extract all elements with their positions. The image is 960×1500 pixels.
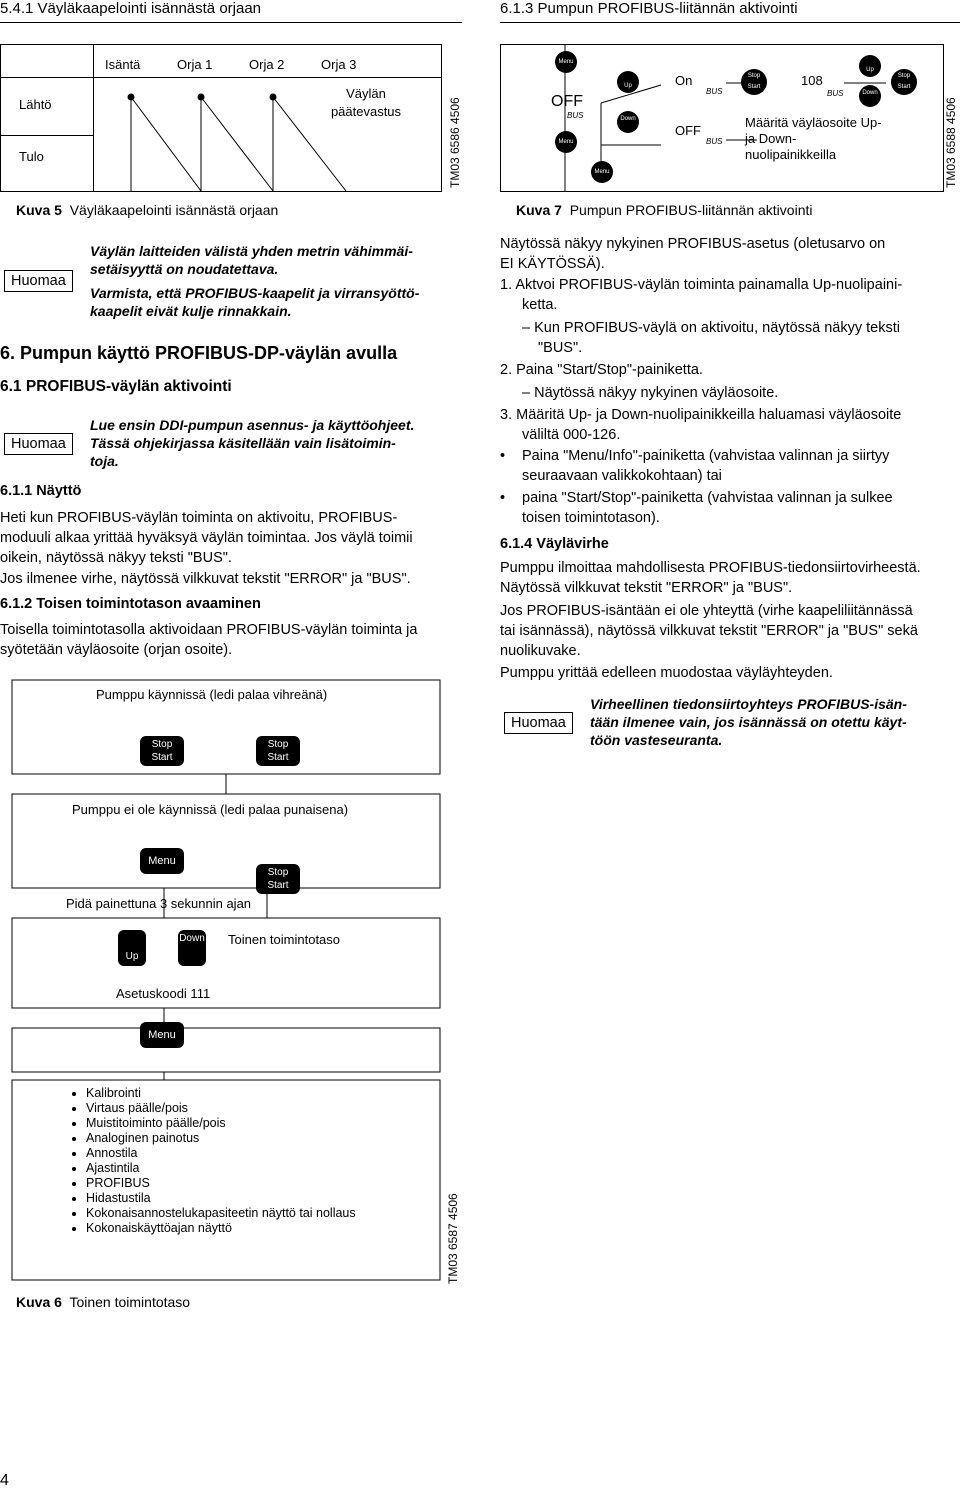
fig6-up[interactable]: Up (118, 930, 146, 966)
fig6-stop-start-1[interactable]: Stop Start (140, 736, 184, 766)
menu-list-item: • Analoginen painotus (86, 1131, 378, 1146)
figure-5-cabling (0, 44, 442, 192)
slave1-node (198, 94, 205, 101)
col-slave3: Orja 3 (321, 57, 357, 72)
fig5-caption: Kuva 5 Väyläkaapelointi isännästä orjaan (16, 202, 279, 218)
lcd-address: 108 (801, 73, 823, 88)
fig6-running: Pumppu käynnissä (ledi palaa vihreänä) (96, 687, 328, 702)
down-button-2[interactable]: Down (859, 85, 881, 107)
fig6-down[interactable]: Down (178, 930, 206, 966)
paragraph-6-1-4-c: Pumppu yrittää edelleen muodostaa väyläyhteyden. (500, 665, 833, 681)
fig6-caption: Kuva 6 Toinen toimintotaso (16, 1294, 191, 1310)
fig6-code-setting: Asetuskoodi 111 (116, 986, 211, 1001)
fig6-second-level: Toinen toimintotaso (228, 932, 341, 947)
right-intro: Näytössä näkyy nykyinen PROFIBUS-asetus (oletusarvo on EI KÄYTÖSSÄ). (500, 236, 886, 272)
slave2-node (270, 94, 277, 101)
lcd-bus-2: BUS (706, 87, 723, 96)
col-master: Isäntä (105, 57, 141, 72)
menu-list-item: • Hidastustila (86, 1191, 378, 1206)
note-1: Väylän laitteiden välistä yhden metrin vähimmäi- setäisyyttä on noudatettava. Varmista, että PROFIBUS-kaapelit ja virransyöttö- kaapelit eivät kulje rinnakkain. (90, 243, 420, 319)
fig6-stop-start-2[interactable]: Stop Start (256, 736, 300, 766)
paragraph-6-1-4-a: Pumppu ilmoittaa mahdollisesta PROFIBUS-tiedonsiirtovirheestä. Näytössä vilkkuvat tekstit "ERROR" ja "BUS". (500, 560, 921, 596)
step-1: 1. Aktvoi PROFIBUS-väylän toiminta painamalla Up-nuolipaini- ketta. (500, 277, 903, 313)
menu-list-item: • Muistitoiminto päälle/pois (86, 1116, 378, 1131)
lcd-bus-1: BUS (567, 111, 584, 120)
lcd-bus-4: BUS (827, 89, 844, 98)
up-button[interactable]: Up (617, 71, 639, 93)
fig5-code: TM03 6586 4506 (448, 97, 462, 188)
menu-list-item: • Kalibrointi (86, 1086, 378, 1101)
fig6-menu-list (68, 1086, 378, 1236)
paragraph-6-1-1-b: Jos ilmenee virhe, näytössä vilkkuvat tekstit "ERROR" ja "BUS". (0, 571, 411, 587)
menu-button-mid[interactable]: Menu (555, 131, 577, 153)
note-label-3: Huomaa (504, 712, 573, 734)
menu-list-item: • Kokonaisannostelukapasiteetin näyttö tai nollaus (86, 1206, 378, 1221)
fig7-caption: Kuva 7 Pumpun PROFIBUS-liitännän aktivointi (516, 202, 813, 218)
step-3: 3. Määritä Up- ja Down-nuolipainikkeilla haluamasi väyläosoite väliltä 000-126. (500, 407, 902, 443)
fig7-instruction: Määritä väyläosoite Up- ja Down-nuolipainikkeilla (745, 115, 882, 162)
lcd-off-2: OFF (675, 123, 701, 138)
note-3: Virheellinen tiedonsiirtoyhteys PROFIBUS-isän- tään ilmenee vain, jos isännässä on otettu käyt- töön vasteseuranta. (590, 696, 907, 748)
header-rule-right (500, 22, 960, 23)
menu-button-bottom[interactable]: Menu (591, 161, 613, 183)
menu-list-item: • Virtaus päälle/pois (86, 1101, 378, 1116)
section-6-1-1-title: 6.1.1 Näyttö (0, 483, 82, 499)
figure-7-activation (500, 44, 944, 192)
col-slave1: Orja 1 (177, 57, 213, 72)
fig6-stop-start-3[interactable]: Stop Start (256, 864, 300, 894)
note-label-2: Huomaa (4, 433, 73, 455)
down-button[interactable]: Down (617, 111, 639, 133)
section-6-1-4-title: 6.1.4 Väylävirhe (500, 536, 609, 552)
note-2: Lue ensin DDI-pumpun asennus- ja käyttöohjeet. Tässä ohjekirjassa käsitellään vain lisätoimin- toja. (90, 417, 415, 469)
section-6-1-2-title: 6.1.2 Toisen toimintotason avaaminen (0, 596, 261, 612)
fig6-hold: Pidä painettuna 3 sekunnin ajan (66, 896, 252, 911)
menu-list-item: • Kokonaiskäyttöajan näyttö (86, 1221, 378, 1236)
page-number: 4 (0, 1472, 9, 1489)
note-label-1: Huomaa (4, 270, 73, 292)
lcd-on: On (675, 73, 693, 88)
row-in: Tulo (19, 149, 44, 164)
bullet-1: • Paina "Menu/Info"-painiketta (vahvistaa valinnan ja siirtyy seuraavaan valikkokohtaan) tai (500, 448, 890, 484)
cabling-diagram (1, 45, 441, 191)
section-6-title: 6. Pumpun käyttö PROFIBUS-DP-väylän avulla (0, 343, 398, 363)
step-2: 2. Paina "Start/Stop"-painiketta. (500, 362, 703, 378)
fig7-code: TM03 6588 4506 (944, 97, 958, 188)
col-slave2: Orja 2 (249, 57, 285, 72)
left-running-header: 5.4.1 Väyläkaapelointi isännästä orjaan (0, 0, 262, 17)
paragraph-6-1-1-a: Heti kun PROFIBUS-väylän toiminta on aktivoitu, PROFIBUS- moduuli alkaa yrittää hyväksyä väylän toimintaa. Jos väylä toimii oikein, näytössä näkyy teksti "BUS". (0, 510, 413, 566)
bullet-2: • paina "Start/Stop"-painiketta (vahvistaa valinnan ja sulkee toisen toimintotason). (500, 490, 893, 526)
master-node (128, 94, 135, 101)
up-button-2[interactable]: Up (859, 55, 881, 77)
step-1-sub: – Kun PROFIBUS-väylä on aktivoitu, näytössä näkyy teksti "BUS". (522, 320, 900, 356)
fig6-menu-2[interactable]: Menu (140, 1022, 184, 1048)
stop-start-button-2[interactable]: Stop Start (891, 69, 917, 95)
fig6-not-running: Pumppu ei ole käynnissä (ledi palaa punaisena) (72, 802, 349, 817)
stop-start-button-1[interactable]: Stop Start (741, 69, 767, 95)
step-2-sub: – Näytössä näkyy nykyinen väyläosoite. (522, 385, 779, 401)
menu-list-item: • PROFIBUS (86, 1176, 378, 1191)
menu-button-top[interactable]: Menu (555, 51, 577, 73)
paragraph-6-1-4-b: Jos PROFIBUS-isäntään ei ole yhteyttä (virhe kaapeliliitännässä tai isännässä), näytössä vilkkuvat tekstit "ERROR" ja "BUS" sekä nuolikuvake. (500, 603, 918, 659)
section-6-1-title: 6.1 PROFIBUS-väylän aktivointi (0, 378, 232, 395)
terminator-label: Väylän päätevastus (330, 86, 402, 119)
right-running-header: 6.1.3 Pumpun PROFIBUS-liitännän aktivointi (500, 0, 798, 17)
menu-list-item: • Annostila (86, 1146, 378, 1161)
lcd-off: OFF (551, 93, 583, 110)
menu-list-item: • Ajastintila (86, 1161, 378, 1176)
paragraph-6-1-2: Toisella toimintotasolla aktivoidaan PROFIBUS-väylän toiminta ja syötetään väyläosoite (orjan osoite). (0, 622, 418, 658)
lcd-bus-3: BUS (706, 137, 723, 146)
figure-6-second-level (12, 680, 440, 1284)
row-out: Lähtö (19, 97, 52, 112)
fig6-menu-1[interactable]: Menu (140, 848, 184, 874)
fig6-code: TM03 6587 4506 (446, 1193, 460, 1284)
header-rule-left (0, 22, 462, 23)
